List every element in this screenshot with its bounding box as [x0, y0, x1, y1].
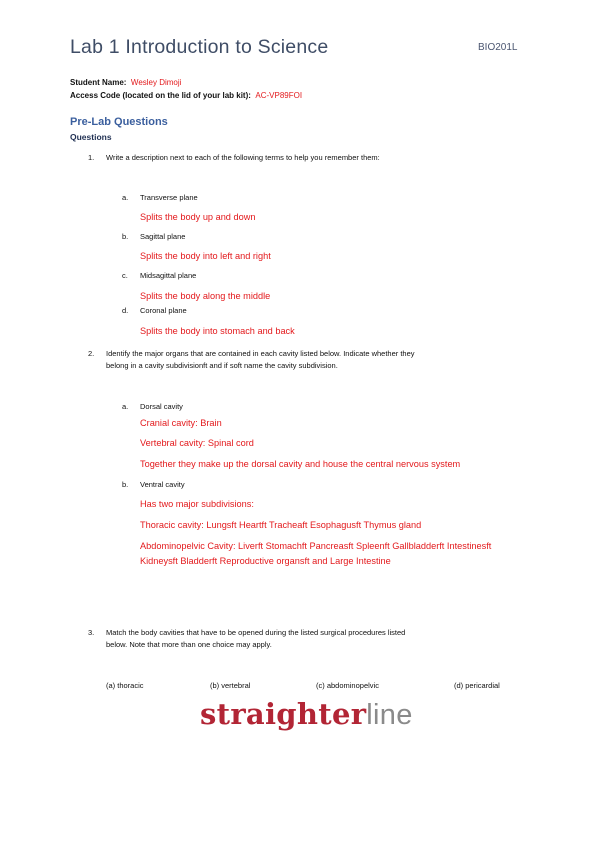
- q3-text-line1: Match the body cavities that have to be opened during the listed surgical procedures listed: [106, 628, 406, 637]
- q1-item-term: Sagittal plane: [140, 232, 186, 241]
- logo-bold-text: straighter: [200, 697, 367, 731]
- q2-dorsal-label: Dorsal cavity: [140, 402, 183, 411]
- section-subtitle: Questions: [70, 132, 112, 142]
- q2-number: 2.: [88, 349, 95, 358]
- q2-dorsal-answer: Vertebral cavity: Spinal cord: [140, 438, 254, 448]
- q1-item-term: Coronal plane: [140, 306, 187, 315]
- page-title: Lab 1 Introduction to Science: [70, 36, 329, 58]
- q1-item-answer: Splits the body up and down: [140, 212, 256, 222]
- student-name-value: Wesley Dimoji: [130, 78, 182, 87]
- q2-ventral-answer: Abdominopelvic Cavity: Liverft Stomachft Pancreasft Spleenft Gallbladderft Intestinesft: [140, 541, 492, 551]
- q2-text-line2: belong in a cavity subdivisionft and if soft name the cavity subdivision.: [106, 361, 338, 370]
- q1-item-letter: a.: [122, 193, 129, 202]
- q1-item-answer: Splits the body into stomach and back: [140, 326, 295, 336]
- q3-choice-abdominopelvic: (c) abdominopelvic: [316, 681, 379, 690]
- q2-ventral-letter: b.: [122, 480, 129, 489]
- straighterline-logo: [200, 697, 413, 731]
- q1-text: Write a description next to each of the following terms to help you remember them:: [106, 153, 380, 162]
- section-title: Pre-Lab Questions: [70, 116, 168, 128]
- q1-item-letter: c.: [122, 271, 128, 280]
- q2-ventral-label: Ventral cavity: [140, 480, 185, 489]
- q1-item-letter: b.: [122, 232, 129, 241]
- q1-item-term: Transverse plane: [140, 193, 198, 202]
- q1-number: 1.: [88, 153, 95, 162]
- q3-number: 3.: [88, 628, 95, 637]
- access-code-value: AC-VP89FOI: [255, 91, 303, 100]
- q2-ventral-answer: Kidneysft Bladderft Reproductive organsft and Large Intestine: [140, 556, 391, 566]
- q2-dorsal-answer: Together they make up the dorsal cavity and house the central nervous system: [140, 459, 461, 469]
- q3-choice-pericardial: (d) pericardial: [454, 681, 500, 690]
- q2-ventral-answer: Thoracic cavity: Lungsft Heartft Tracheaft Esophagusft Thymus gland: [140, 520, 422, 530]
- access-code-row: [70, 85, 302, 103]
- q3-text-line2: below. Note that more than one choice may apply.: [106, 640, 272, 649]
- q3-choice-thoracic: (a) thoracic: [106, 681, 144, 690]
- q1-item-letter: d.: [122, 306, 129, 315]
- q1-item-answer: Splits the body along the middle: [140, 291, 271, 301]
- logo-light-text: line: [366, 699, 413, 731]
- student-name-label: Student Name:: [70, 78, 127, 87]
- q2-text-line1: Identify the major organs that are contained in each cavity listed below. Indicate whether they: [106, 349, 415, 358]
- q3-choice-vertebral: (b) vertebral: [210, 681, 251, 690]
- q1-item-answer: Splits the body into left and right: [140, 251, 271, 261]
- access-code-label: Access Code (located on the lid of your lab kit):: [70, 91, 251, 100]
- q2-dorsal-letter: a.: [122, 402, 129, 411]
- q1-item-term: Midsagittal plane: [140, 271, 197, 280]
- q2-dorsal-answer: Cranial cavity: Brain: [140, 418, 222, 428]
- course-code: BIO201L: [478, 42, 518, 53]
- q2-ventral-answer: Has two major subdivisions:: [140, 499, 254, 509]
